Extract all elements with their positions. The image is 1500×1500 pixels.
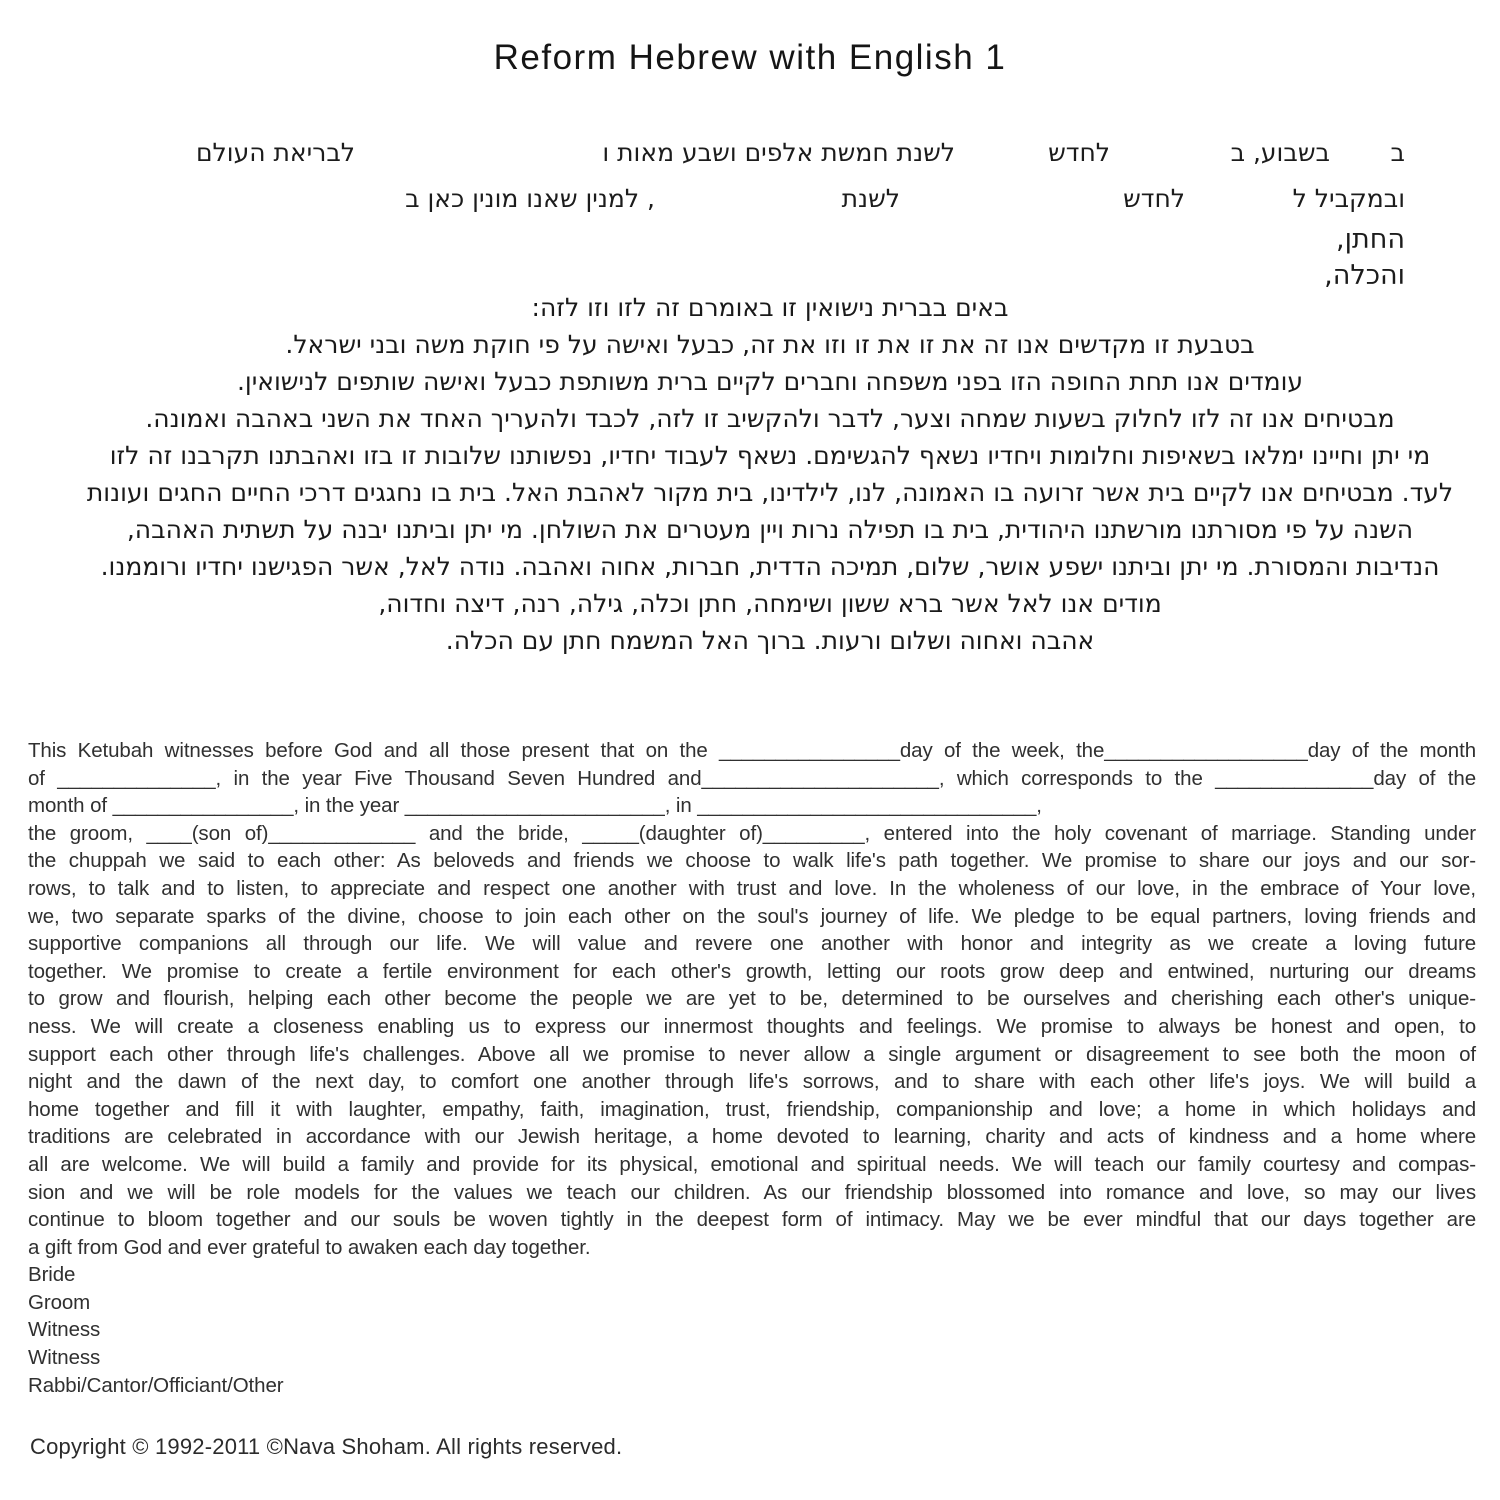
- english-text-line: night and the dawn of the next day, to comfort one another through life's sorrows, and to share with each other life's joys. We will build a: [28, 1070, 1476, 1094]
- bride-label-hebrew: והכלה,: [1324, 260, 1405, 291]
- hebrew-paragraph: [85, 289, 1455, 659]
- english-text-line: ness. We will create a closeness enabling us to express our innermost thoughts and feelings. We promise to always be honest and open, to: [28, 1014, 1476, 1038]
- hebrew-date-segment: , למנין שאנו מונין כאן ב: [405, 184, 655, 213]
- english-text-line: we, two separate sparks of the divine, choose to join each other on the soul's journey of life. We pledge to be equal partners, loving friends and: [28, 904, 1476, 928]
- signature-label: Witness: [28, 1318, 101, 1342]
- hebrew-date-segment: לחדש: [1048, 138, 1110, 167]
- hebrew-date-segment: לחדש: [1123, 184, 1185, 213]
- hebrew-header: [0, 138, 1500, 308]
- hebrew-date-segment: לשנת: [841, 184, 900, 213]
- hebrew-text-line: מי יתן וחיינו ימלאו בשאיפות וחלומות ויחדיו נשאף להגשימם. נשאף לעבוד יחדיו, נפשותנו שלובות זו בזו ואהבתנו תקרבנו זה לזו: [109, 441, 1431, 470]
- hebrew-text-line: הנדיבות והמסורת. מי יתן וביתנו ישפע אושר, שלום, תמיכה הדדית, חברות, אחוה ואהבה. נודה לאל, אשר הפגישנו יחדיו ורוממנו.: [100, 552, 1440, 581]
- hebrew-text-line: באים בברית נישואין זו באומרם זה לזו וזו לזה:: [531, 293, 1009, 322]
- hebrew-date-line-2: [0, 184, 1500, 220]
- hebrew-date-line-1: [0, 138, 1500, 174]
- english-text-line: traditions are celebrated in accordance with our Jewish heritage, a home devoted to learning, charity and acts of kindness and a home where: [28, 1125, 1476, 1149]
- signature-label: Groom: [28, 1290, 91, 1314]
- english-paragraph: [28, 737, 1476, 1261]
- hebrew-text-line: אהבה ואחוה ושלום ורעות. ברוך האל המשמח חתן עם הכלה.: [445, 626, 1095, 655]
- hebrew-text-line: עומדים אנו תחת החופה הזו בפני משפחה וחברים לקיים ברית משותפת כבעל ואישה שותפים לנישואין.: [236, 367, 1304, 396]
- hebrew-text-line: בטבעת זו מקדשים אנו זה את זו את זו וזו את זה, כבעל ואישה על פי חוקת משה ובני ישראל.: [285, 330, 1255, 359]
- signature-labels: [28, 1261, 1476, 1399]
- english-text-line: continue to bloom together and our souls be woven tightly in the deepest form of intimacy. May we be ever mindful that our days together are: [28, 1208, 1476, 1232]
- hebrew-text-line: לעד. מבטיחים אנו לקיים בית אשר זרועה בו האמונה, לנו, לילדינו, בית מקור לאהבת האל. בית בו נחגגים דרכי החיים החגים ועונות: [86, 478, 1454, 507]
- hebrew-text-line: מבטיחים אנו זה לזו לחלוק בשעות שמחה וצער, לדבר ולהקשיב זו לזה, לכבד ולהעריך האחד את השני באהבה ואמונה.: [145, 404, 1395, 433]
- english-section: [28, 737, 1476, 1399]
- signature-label: Rabbi/Cantor/Officiant/Other: [28, 1373, 284, 1397]
- english-text-line: support each other through life's challenges. Above all we promise to never allow a single argument or disagreement to see both the moon of: [28, 1042, 1476, 1066]
- hebrew-date-segment: ב: [1390, 138, 1405, 167]
- signature-label: Bride: [28, 1263, 76, 1287]
- english-text-line: home together and fill it with laughter, empathy, faith, imagination, trust, friendship, companionship and love; a home in which holidays and: [28, 1097, 1476, 1121]
- page-title: Reform Hebrew with English 1: [493, 38, 1007, 77]
- signature-label: Witness: [28, 1346, 101, 1370]
- english-text-line: rows, to talk and to listen, to appreciate and respect one another with trust and love. In the wholeness of our love, in the embrace of Your love,: [28, 876, 1476, 900]
- copyright-notice: Copyright © 1992-2011 ©Nava Shoham. All rights reserved.: [30, 1434, 623, 1459]
- english-text-line: This Ketubah witnesses before God and all those present that on the ________________day of the week, the__________________day of the month: [28, 739, 1476, 762]
- english-text-line: supportive companions all through our life. We will value and revere one another with honor and integrity as we create a loving future: [28, 932, 1476, 956]
- english-text-line: of ______________, in the year Five Thousand Seven Hundred and_____________________, which corresponds to the ______________day of the: [28, 766, 1476, 790]
- hebrew-date-segment: לבריאת העולם: [195, 138, 355, 167]
- english-text-line: month of ________________, in the year _______________________, in ______________________________,: [28, 794, 1042, 818]
- english-text-line: a gift from God and ever grateful to awaken each day together.: [28, 1235, 591, 1259]
- english-text-line: all are welcome. We will build a family and provide for its physical, emotional and spiritual needs. We will teach our family courtesy and compas-: [28, 1152, 1476, 1176]
- english-text-line: the chuppah we said to each other: As beloveds and friends we choose to walk life's path together. We promise to share our joys and our sor-: [28, 849, 1476, 873]
- hebrew-date-segment: ובמקביל ל: [1292, 184, 1405, 213]
- english-text-line: together. We promise to create a fertile environment for each other's growth, letting our roots grow deep and entwined, nurturing our dreams: [28, 959, 1476, 983]
- english-text-line: sion and we will be role models for the values we teach our children. As our friendship blossomed into romance and love, so may our lives: [28, 1180, 1476, 1204]
- hebrew-date-segment: בשבוע, ב: [1230, 138, 1330, 167]
- english-text-line: the groom, ____(son of)_____________ and the bride, _____(daughter of)_________, entered into the holy covenant of marriage. Standing under: [28, 821, 1476, 845]
- english-text-line: to grow and flourish, helping each other become the people we are yet to be, determined to be ourselves and cherishing each other's unique-: [28, 987, 1476, 1011]
- hebrew-date-segment: לשנת חמשת אלפים ושבע מאות ו: [602, 138, 955, 167]
- groom-label-hebrew: החתן,: [1336, 224, 1405, 255]
- hebrew-text-line: מודים אנו לאל אשר ברא ששון ושימחה, חתן וכלה, גילה, רנה, דיצה וחדוה,: [378, 589, 1162, 618]
- hebrew-text-line: השנה על פי מסורתנו מורשתנו היהודית, בית בו תפילה נרות ויין מעטרים את השולחן. מי יתן וביתנו יבנה על תשתית האהבה,: [126, 515, 1414, 544]
